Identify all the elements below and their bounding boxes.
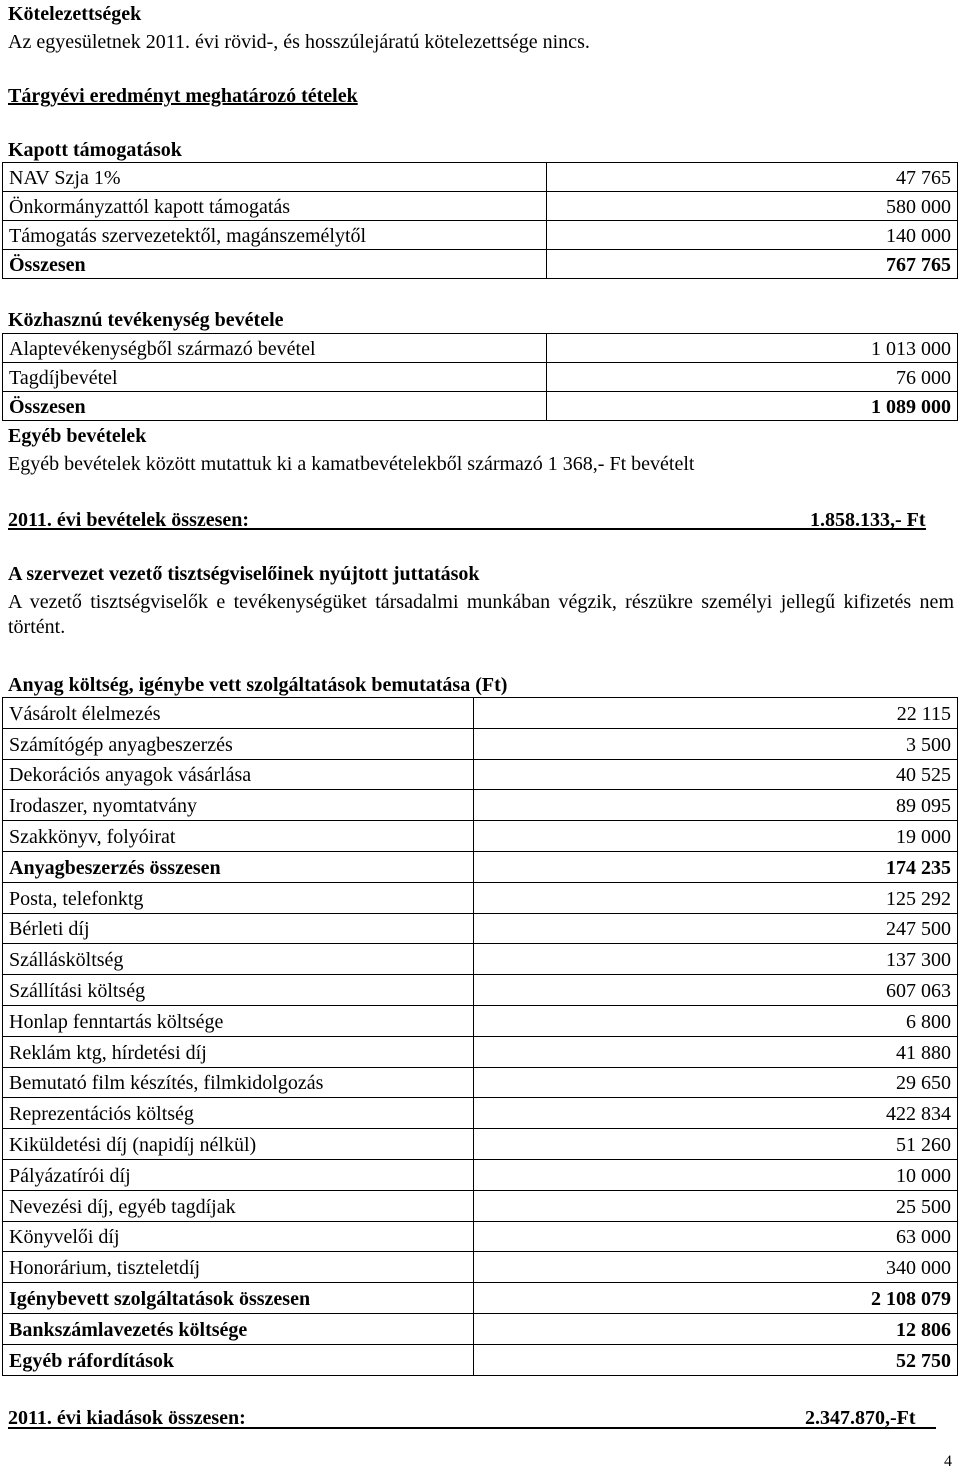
table-row [3, 851, 958, 882]
row-label: Könyvelői díj [3, 1221, 474, 1252]
table-row [3, 1098, 958, 1129]
row-label: Anyagbeszerzés összesen [3, 851, 474, 882]
row-label: Igénybevett szolgáltatások összesen [3, 1283, 474, 1314]
liabilities-heading: Kötelezettségek [8, 3, 142, 25]
row-value: 41 880 [474, 1036, 958, 1067]
expenses-heading: Anyag költség, igénybe vett szolgáltatások bemutatása (Ft) [8, 674, 508, 696]
expense-total-label: 2011. évi kiadások összesen: [8, 1407, 246, 1429]
income-total-underline [8, 528, 926, 530]
table-row [3, 698, 958, 729]
table-row [3, 913, 958, 944]
row-label: Irodaszer, nyomtatvány [3, 790, 474, 821]
row-label: Összesen [3, 250, 547, 279]
row-value: 174 235 [474, 851, 958, 882]
row-label: Egyéb ráfordítások [3, 1344, 474, 1375]
table-row [3, 1252, 958, 1283]
row-value: 51 260 [474, 1129, 958, 1160]
grants-table [2, 162, 958, 279]
row-value: 125 292 [474, 882, 958, 913]
table-row [3, 944, 958, 975]
table-row [3, 221, 958, 250]
table-row [3, 334, 958, 363]
row-value: 247 500 [474, 913, 958, 944]
row-label: Összesen [3, 392, 547, 421]
row-label: Pályázatírói díj [3, 1159, 474, 1190]
row-value: 6 800 [474, 1005, 958, 1036]
row-value: 607 063 [474, 975, 958, 1006]
row-label: Dekorációs anyagok vásárlása [3, 759, 474, 790]
table-row [3, 392, 958, 421]
row-label: Önkormányzattól kapott támogatás [3, 192, 547, 221]
table-row [3, 1344, 958, 1375]
table-row [3, 1313, 958, 1344]
row-label: Honlap fenntartás költsége [3, 1005, 474, 1036]
row-label: Szállítási költség [3, 975, 474, 1006]
row-value: 140 000 [547, 221, 958, 250]
income-total-value: 1.858.133,- Ft [810, 509, 926, 531]
table-row [3, 728, 958, 759]
table-row [3, 192, 958, 221]
row-label: Szakkönyv, folyóirat [3, 821, 474, 852]
row-value: 89 095 [474, 790, 958, 821]
row-label: Bankszámlavezetés költsége [3, 1313, 474, 1344]
row-value: 2 108 079 [474, 1283, 958, 1314]
row-value: 12 806 [474, 1313, 958, 1344]
row-label: Posta, telefonktg [3, 882, 474, 913]
table-row [3, 1159, 958, 1190]
row-label: Bemutató film készítés, filmkidolgozás [3, 1067, 474, 1098]
row-label: Tagdíjbevétel [3, 363, 547, 392]
row-label: Kiküldetési díj (napidíj nélkül) [3, 1129, 474, 1160]
grants-heading: Kapott támogatások [8, 139, 182, 161]
table-row [3, 1190, 958, 1221]
row-value: 63 000 [474, 1221, 958, 1252]
row-value: 52 750 [474, 1344, 958, 1375]
benefits-heading: A szervezet vezető tisztségviselőinek nyújtott juttatások [8, 563, 480, 585]
page-number: 4 [944, 1453, 952, 1470]
table-row [3, 759, 958, 790]
expense-total-underline [8, 1427, 936, 1429]
row-value: 10 000 [474, 1159, 958, 1190]
row-value: 22 115 [474, 698, 958, 729]
table-row [3, 250, 958, 279]
row-label: Vásárolt élelmezés [3, 698, 474, 729]
table-row [3, 1067, 958, 1098]
other-income-text: Egyéb bevételek között mutattuk ki a kamatbevételekből származó 1 368,- Ft bevételt [8, 453, 695, 475]
expense-total-value: 2.347.870,-Ft [805, 1407, 916, 1429]
table-row [3, 1129, 958, 1160]
table-row [3, 363, 958, 392]
row-label: NAV Szja 1% [3, 163, 547, 192]
row-value: 1 013 000 [547, 334, 958, 363]
row-label: Nevezési díj, egyéb tagdíjak [3, 1190, 474, 1221]
table-row [3, 1036, 958, 1067]
row-label: Szállásköltség [3, 944, 474, 975]
row-value: 137 300 [474, 944, 958, 975]
liabilities-text: Az egyesületnek 2011. évi rövid-, és hosszúlejáratú kötelezettsége nincs. [8, 31, 590, 53]
row-label: Reprezentációs költség [3, 1098, 474, 1129]
table-row [3, 1005, 958, 1036]
row-label: Támogatás szervezetektől, magánszemélytől [3, 221, 547, 250]
row-value: 340 000 [474, 1252, 958, 1283]
row-value: 40 525 [474, 759, 958, 790]
row-value: 1 089 000 [547, 392, 958, 421]
row-label: Reklám ktg, hírdetési díj [3, 1036, 474, 1067]
row-value: 47 765 [547, 163, 958, 192]
row-value: 767 765 [547, 250, 958, 279]
table-row [3, 1221, 958, 1252]
expenses-table [2, 697, 958, 1376]
row-label: Honorárium, tiszteletdíj [3, 1252, 474, 1283]
income-total-label: 2011. évi bevételek összesen: [8, 509, 250, 531]
public-income-heading: Közhasznú tevékenység bevétele [8, 309, 284, 331]
row-label: Alaptevékenységből származó bevétel [3, 334, 547, 363]
result-items-heading: Tárgyévi eredményt meghatározó tételek [8, 85, 358, 107]
table-row [3, 790, 958, 821]
row-label: Bérleti díj [3, 913, 474, 944]
row-label: Számítógép anyagbeszerzés [3, 728, 474, 759]
row-value: 422 834 [474, 1098, 958, 1129]
table-row [3, 163, 958, 192]
table-row [3, 1283, 958, 1314]
other-income-heading: Egyéb bevételek [8, 425, 147, 447]
row-value: 29 650 [474, 1067, 958, 1098]
benefits-text: A vezető tisztségviselők e tevékenységüket társadalmi munkában végzik, részükre személyi jellegű kifizetés nem történt. [8, 591, 954, 638]
row-value: 25 500 [474, 1190, 958, 1221]
table-row [3, 882, 958, 913]
row-value: 580 000 [547, 192, 958, 221]
table-row [3, 821, 958, 852]
table-row [3, 975, 958, 1006]
row-value: 19 000 [474, 821, 958, 852]
row-value: 3 500 [474, 728, 958, 759]
public-income-table [2, 333, 958, 421]
row-value: 76 000 [547, 363, 958, 392]
